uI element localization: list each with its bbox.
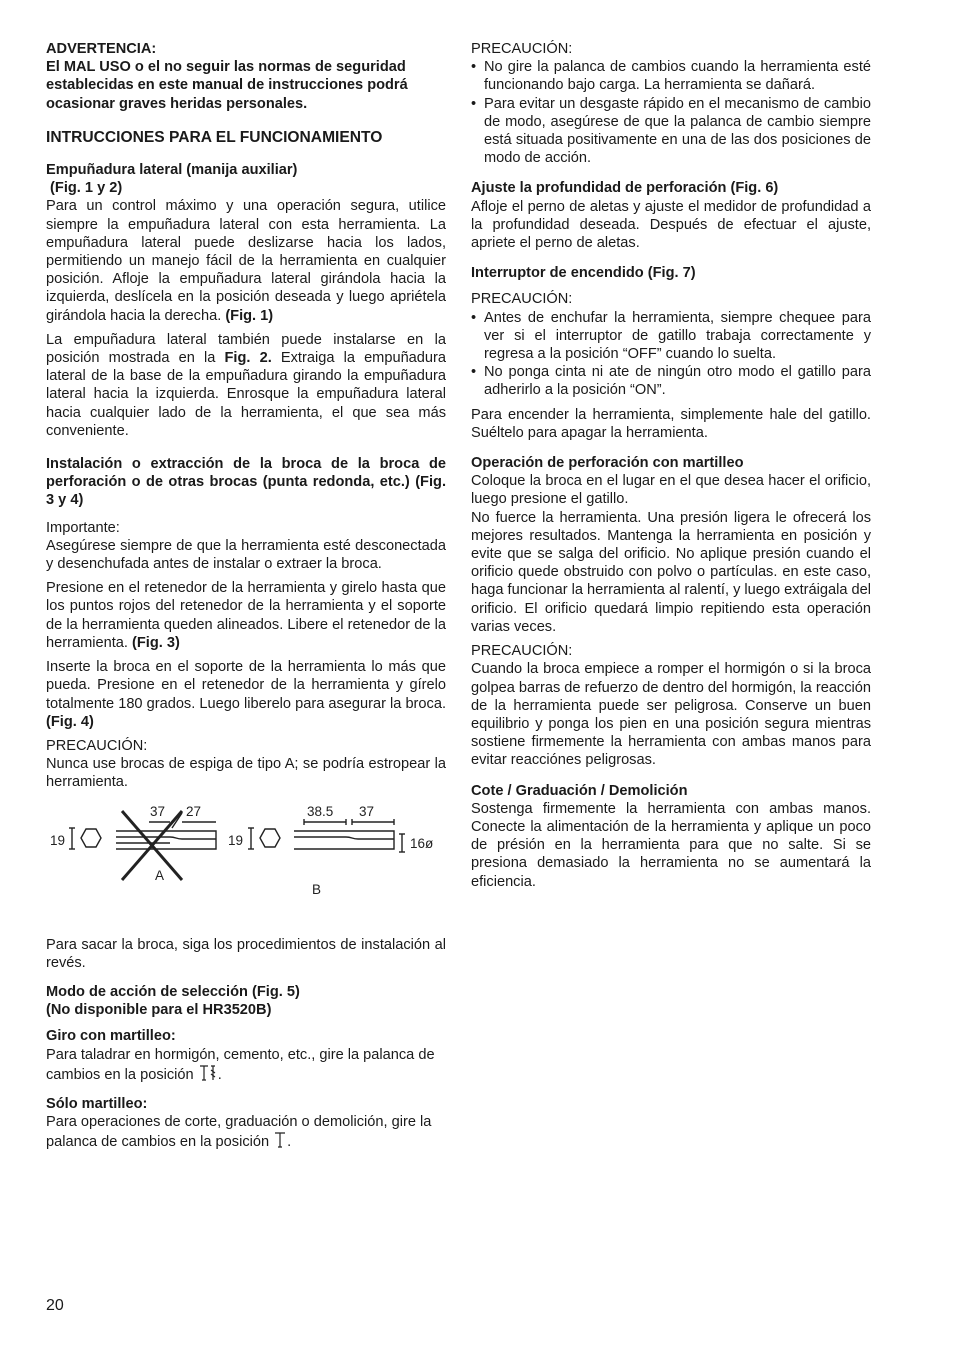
- side-grip-title: Empuñadura lateral (manija auxiliar): [46, 162, 298, 179]
- a-dim2-label: 27: [186, 803, 202, 819]
- side-grip-p1: Para un control máximo y una operación segura, utilice siempre la empuñadura lateral con esta herramienta. La empuñadura lateral puede deslizarse hacia los lados, permitiendo un manejo fácil de la herramienta en cualquier posición. Afloje la empuñadura lateral girándola hacia la izquierda, deslícela en la posición deseada y luego apriétela girándola hacia la derecha. (Fig. 1): [46, 198, 446, 324]
- rotation-hammer-text: Para taladrar en hormigón, cemento, etc., gire la palanca de cambios en la posición .: [46, 1046, 446, 1087]
- switch-text: Para encender la herramienta, simplemente hale del gatillo. Suéltelo para apagar la herramienta.: [471, 406, 871, 441]
- hammer-drill-caution-label: PRECAUCIÓN:: [471, 643, 573, 660]
- page-number: 20: [46, 1297, 64, 1314]
- a-label: A: [155, 867, 165, 883]
- depth-text: Afloje el perno de aletas y ajuste el medidor de profundidad a la profundidad deseada. Después de efectuar el ajuste, apriete el perno de aletas.: [471, 198, 871, 252]
- b-dim1-label: 38.5: [307, 803, 334, 819]
- caution-text: Nunca use brocas de espiga de tipo A; se podría estropear la herramienta.: [46, 756, 446, 791]
- bit-install-p2: Inserte la broca en el soporte de la herramienta lo más que pueda. Presione en el retenedor de la herramienta y gírelo totalmente 180 grados. Luego liberelo para asegurar la broca. (Fig. 4): [46, 659, 446, 730]
- b-dim2-label: 37: [359, 803, 375, 819]
- b-hex-label: 19: [228, 832, 244, 848]
- hammer-only-text: Para operaciones de corte, graduación o demolición, gire la palanca de cambios en la posición .: [46, 1113, 446, 1154]
- hammering-only-icon: [273, 1131, 287, 1154]
- caution1-label: PRECAUCIÓN:: [471, 41, 573, 57]
- warning-text: El MAL USO o el no seguir las normas de seguridad establecidas en este manual de instrucciones podrá ocasionar graves heridas personales.: [46, 59, 408, 112]
- hammer-drill-caution-text: Cuando la broca empiece a romper el hormigón o si la broca golpea barras de refuerzo de dentro del hormigón, la reacción de la herramienta puede ser peligrosa. Conserve un buen equilibrio y ponga los pien en una posición segura mientras sostiene firmemente la herramienta con ambas manos para evitar reacciónes peligrosas.: [471, 661, 871, 769]
- caution1-item: • Para evitar un desgaste rápido en el mecanismo de cambio de modo, asegúrese de que la palanca de cambio siempre está situada positivamente en una de las dos posiciones de modo de acción.: [471, 95, 871, 168]
- remove-text: Para sacar la broca, siga los procedimientos de instalación al revés.: [46, 936, 446, 971]
- bit-install-p1: Presione en el retenedor de la herramienta y girelo hasta que los puntos rojos del retenedor de la herramienta y el soporte de la herramienta queden alineados. Libere el retenedor de la herramienta. (Fig. 3): [46, 580, 446, 651]
- caution1-item: • No gire la palanca de cambios cuando la herramienta esté funcionando bajo carga. La herramienta se dañará.: [471, 58, 871, 94]
- rotation-hammer-title: Giro con martilleo:: [46, 1028, 176, 1045]
- side-grip-p2: La empuñadura lateral también puede instalarse en la posición mostrada en la Fig. 2. Extraiga la empuñadura lateral de la base de la empuñadura girando la empuñadura lateral hacia la izquierda. Enrosque la empuñadura lateral hacia cualquier lado de la herramienta, el que sea más conveniente.: [46, 331, 447, 439]
- section-title: INTRUCCIONES PARA EL FUNCIONAMIENTO: [46, 128, 383, 146]
- chipping-text: Sostenga firmemente la herramienta con ambas manos. Conecte la alimentación de la herramienta y aplique un poco de présión en la herramienta para que no salte. Si se presiona demasiado la herramienta no se aumentará la eficiencia.: [471, 800, 871, 890]
- side-grip-title2: (Fig. 1 y 2): [46, 180, 123, 197]
- a-hex-icon: [81, 829, 101, 847]
- a-hex-label: 19: [50, 832, 66, 848]
- mode-title2: (No disponible para el HR3520B): [46, 1002, 272, 1019]
- shank-diagram: [46, 798, 446, 936]
- switch-title: Interruptor de encendido (Fig. 7): [471, 265, 696, 282]
- chipping-title: Cote / Graduación / Demolición: [471, 782, 688, 799]
- hammer-only-title: Sólo martilleo:: [46, 1095, 148, 1112]
- hammer-drill-p2: No fuerce la herramienta. Una presión ligera le ofrecerá los mejores resultados. Mantenga la herramienta en posición y evite que se salga del orificio. No aplique presión cuando el orificio quede obstruido con polvo o partículas. en este caso, haga funcionar la herramienta al ralentí, y luego extráigala del orificio. El orificio quedará limpio repitiendo esta operación varias veces.: [471, 509, 871, 635]
- switch-caution-label: PRECAUCIÓN:: [471, 291, 573, 308]
- important-text: Asegúrese siempre de que la herramienta esté desconectada y desenchufada antes de instalar o extraer la broca.: [46, 537, 446, 573]
- warning-title: ADVERTENCIA:: [46, 41, 157, 57]
- b-hex-icon: [260, 829, 280, 847]
- important-label: Importante:: [46, 519, 120, 536]
- b-label: B: [312, 881, 322, 897]
- hammer-drill-p1: Coloque la broca en el lugar en el que desea hacer el orificio, luego presione el gatillo.: [471, 473, 871, 508]
- left-column: [46, 40, 446, 1155]
- mode-title1: Modo de acción de selección (Fig. 5): [46, 983, 300, 1000]
- switch-caution-item: • No ponga cinta ni ate de ningún otro modo el gatillo para adherirlo a la posición “ON”.: [471, 363, 871, 399]
- a-dim1-label: 37: [150, 803, 166, 819]
- rotation-with-hammering-icon: [198, 1064, 218, 1087]
- bit-install-title: Instalación o extracción de la broca de la broca de perforación o de otras brocas (punta redonda, etc.) (Fig. 3 y 4): [46, 456, 446, 509]
- right-column: [471, 40, 871, 891]
- depth-title: Ajuste la profundidad de perforación (Fig. 6): [471, 180, 779, 197]
- caution-label: PRECAUCIÓN:: [46, 737, 148, 754]
- switch-caution-item: • Antes de enchufar la herramienta, siempre chequee para ver si el interruptor de gatillo trabaja correctamente y regresa a la posición “OFF” cuando lo suelta.: [471, 309, 871, 364]
- hammer-drill-title: Operación de perforación con martilleo: [471, 455, 744, 472]
- b-dia-label: 16ø: [410, 835, 434, 851]
- shank-figure: [46, 798, 446, 936]
